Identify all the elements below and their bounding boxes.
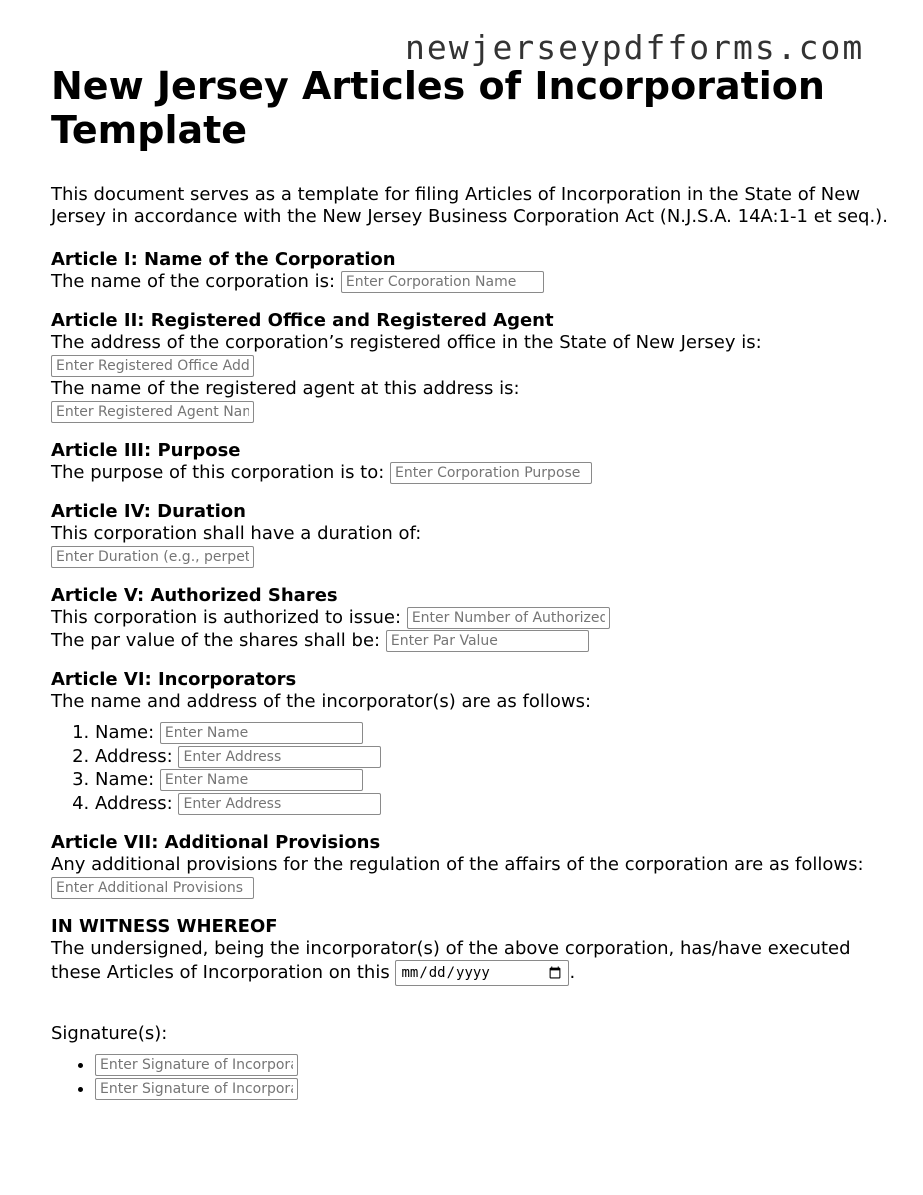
list-item: [95, 1053, 891, 1077]
article-6-section: [51, 670, 891, 815]
signatures-label: Signature(s):: [51, 1023, 168, 1044]
article-1-text: The name of the corporation is:: [51, 271, 336, 292]
signature-2-input[interactable]: [95, 1078, 298, 1100]
corporation-name-input[interactable]: [341, 271, 544, 293]
signatures-section: [51, 1022, 891, 1101]
registered-agent-input[interactable]: [51, 401, 254, 423]
duration-input[interactable]: [51, 546, 254, 568]
article-6-text: The name and address of the incorporator(s) are as follows:: [51, 691, 592, 712]
article-1-section: [51, 250, 891, 293]
authorized-shares-input[interactable]: [407, 607, 610, 629]
incorporator-2-name-label: Name:: [95, 769, 155, 790]
list-item: [95, 792, 891, 816]
par-value-input[interactable]: [386, 630, 589, 652]
incorporator-1-address-label: Address:: [95, 745, 173, 767]
incorporator-1-name-label: Name:: [95, 722, 155, 743]
incorporator-2-name-input[interactable]: [160, 769, 363, 791]
article-3-heading: Article III: Purpose: [51, 440, 241, 461]
witness-period: .: [569, 962, 576, 983]
registered-office-input[interactable]: [51, 355, 254, 377]
article-7-section: [51, 833, 891, 899]
witness-heading: IN WITNESS WHEREOF: [51, 916, 278, 937]
article-3-text: The purpose of this corporation is to:: [51, 462, 385, 483]
witness-text: The undersigned, being the incorporator(s) of the above corporation, has/have executed these Articles of Incorporation on this: [51, 938, 851, 983]
article-5-shares-text: This corporation is authorized to issue:: [51, 607, 402, 628]
signatures-list: [51, 1053, 891, 1101]
list-item: [95, 768, 891, 792]
incorporators-list: [51, 721, 891, 815]
article-1-line: [51, 270, 891, 293]
article-7-text: Any additional provisions for the regulation of the affairs of the corporation are as follows:: [51, 854, 864, 875]
site-watermark: newjerseypdfforms.com: [405, 28, 865, 67]
page-title: New Jersey Articles of Incorporation Template: [51, 64, 825, 152]
article-5-section: [51, 586, 891, 652]
article-5-par-text: The par value of the shares shall be:: [51, 630, 381, 651]
execution-date-input[interactable]: [395, 960, 569, 986]
article-5-heading: Article V: Authorized Shares: [51, 585, 338, 606]
incorporator-1-name-input[interactable]: [160, 722, 363, 744]
list-item: [95, 1077, 891, 1101]
article-6-heading: Article VI: Incorporators: [51, 669, 297, 690]
list-item: [95, 745, 891, 769]
article-4-heading: Article IV: Duration: [51, 501, 246, 522]
intro-paragraph: This document serves as a template for filing Articles of Incorporation in the State of New Jersey in accordance with the New Jersey Business Corporation Act (N.J.S.A. 14A:1-1 et seq.).: [51, 184, 888, 227]
additional-provisions-input[interactable]: [51, 877, 254, 899]
list-item: [95, 721, 891, 745]
document-page: [51, 64, 891, 1101]
article-4-text: This corporation shall have a duration of:: [51, 523, 422, 544]
article-1-heading: Article I: Name of the Corporation: [51, 249, 396, 270]
article-2-office-text: The address of the corporation’s registered office in the State of New Jersey is:: [51, 332, 762, 353]
incorporator-1-address-input[interactable]: [178, 746, 381, 768]
article-7-heading: Article VII: Additional Provisions: [51, 832, 381, 853]
article-4-section: [51, 502, 891, 568]
witness-line: [51, 937, 891, 986]
signature-1-input[interactable]: [95, 1054, 298, 1076]
article-2-section: [51, 311, 891, 423]
incorporator-2-address-input[interactable]: [178, 793, 381, 815]
article-2-heading: Article II: Registered Office and Registered Agent: [51, 310, 554, 331]
incorporator-2-address-label: Address:: [95, 792, 173, 814]
corporation-purpose-input[interactable]: [390, 462, 592, 484]
article-2-agent-text: The name of the registered agent at this address is:: [51, 378, 520, 399]
witness-section: [51, 917, 891, 986]
article-3-section: [51, 441, 891, 484]
